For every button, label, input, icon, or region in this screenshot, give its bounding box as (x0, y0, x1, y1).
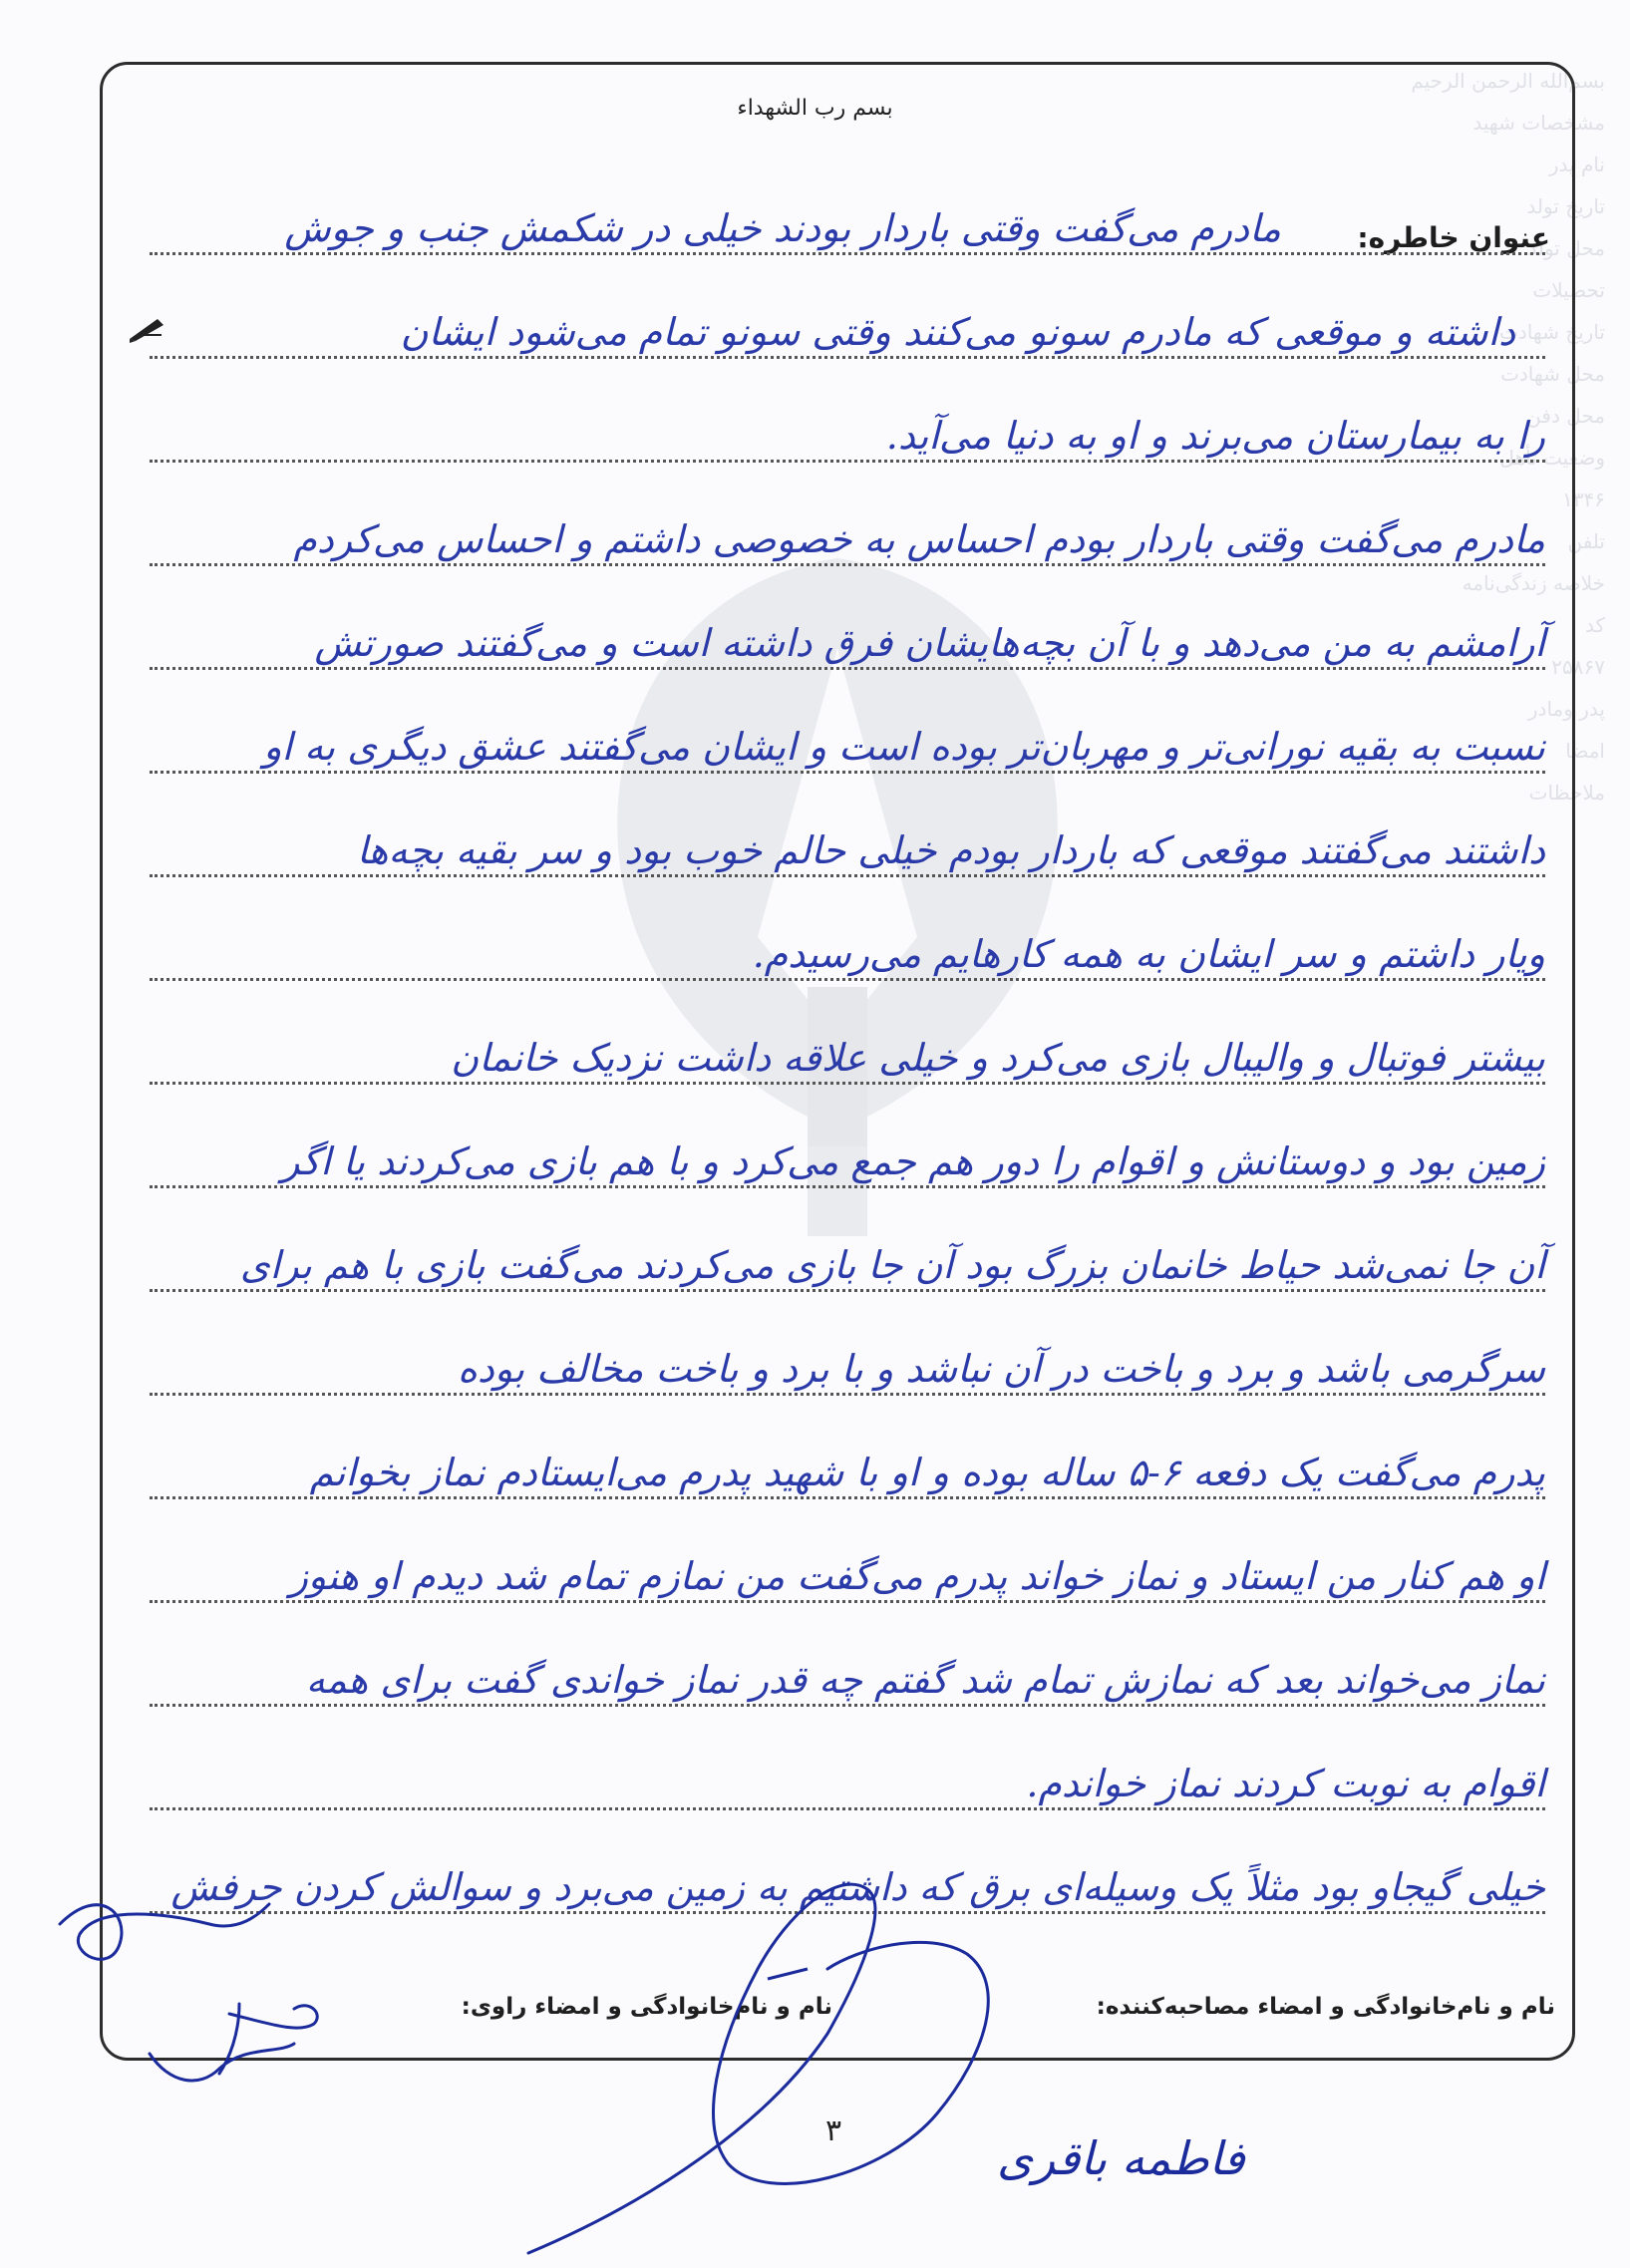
ghost-line: بسم‌الله الرحمن الرحیم (1411, 69, 1605, 93)
handwritten-text: داشته و موقعی که مادرم سونو می‌کنند وقتی سونو تمام می‌شود ایشان (400, 310, 1515, 354)
handwritten-text: خیلی گیجاو بود مثلاً یک وسیله‌ای برق که داشتیم به زمین می‌برد و سوالش کردن حرفش (170, 1865, 1545, 1909)
handwritten-text: مادرم می‌گفت وقتی باردار بودند خیلی در شکمش جنب و جوش (284, 206, 1281, 250)
handwritten-text: مادرم می‌گفت وقتی باردار بودم احساس به خصوصی داشتم و احساس می‌کردم (293, 517, 1545, 561)
handwriting-line (150, 817, 1545, 877)
handwritten-text: پدرم می‌گفت یک دفعه ۶-۵ ساله بوده و او با شهید پدرم می‌ایستادم نماز بخوانم (309, 1451, 1545, 1494)
handwritten-text: آن جا نمی‌شد حیاط خانمان بزرگ بود آن جا بازی می‌کردند می‌گفت بازی با هم برای (239, 1243, 1545, 1287)
handwriting-line (150, 1647, 1545, 1707)
narrator-signature-scribble (40, 1884, 359, 2113)
ghost-line: محل شهادت (1500, 362, 1605, 386)
handwritten-text: او هم کنار من ایستاد و نماز خواند پدرم می‌گفت من نمازم تمام شد دیدم او هنوز (289, 1554, 1545, 1598)
handwriting-line (150, 195, 1545, 255)
handwritten-text: نماز می‌خواند بعد که نمازش تمام شد گفتم چه قدر نماز خواندی گفت برای همه (305, 1658, 1545, 1702)
handwritten-text: نسبت به بقیه نورانی‌تر و مهربان‌تر بوده است و ایشان می‌گفتند عشق دیگری به او (263, 725, 1545, 769)
handwriting-line (150, 1232, 1545, 1292)
handwriting-line (150, 1025, 1545, 1085)
handwriting-line (150, 921, 1545, 981)
page-number: ۳ (825, 2113, 842, 2148)
ghost-line: امضا (1565, 739, 1605, 763)
handwriting-line (150, 610, 1545, 670)
handwritten-text: آرامشم به من می‌دهد و با آن بچه‌هایشان فرق داشته است و می‌گفتند صورتش (314, 621, 1545, 665)
handwritten-text: داشتند می‌گفتند موقعی که باردار بودم خیلی حالم خوب بود و سر بقیه بچه‌ها (356, 828, 1545, 872)
form-header: بسم رب الشهداء (737, 96, 893, 121)
handwritten-text: ویار داشتم و سر ایشان به همه کارهایم می‌رسیدم. (752, 932, 1545, 976)
memory-title-label: عنوان خاطره: (1357, 221, 1550, 254)
handwritten-text: زمین بود و دوستانش و اقوام را دور هم جمع می‌کرد و با هم بازی می‌کردند یا اگر (281, 1139, 1545, 1183)
interviewer-signature-label: نام و نام‌خانوادگی و امضاء مصاحبه‌کننده: (1096, 1994, 1555, 2020)
ghost-line: تلفن (1567, 529, 1605, 553)
handwritten-text: اقوام به نوبت کردند نماز خواندم. (1026, 1762, 1545, 1805)
ghost-line: ۱۳۴۶ (1562, 487, 1605, 511)
ghost-line: ۲۵۸۶۷ (1551, 655, 1605, 679)
ghost-line: کد (1584, 613, 1605, 637)
ghost-line: خلاصه زندگی‌نامه (1462, 571, 1605, 595)
ghost-line: نام پدر (1548, 153, 1605, 176)
handwriting-line (150, 299, 1545, 359)
handwriting-line (150, 714, 1545, 774)
signature-name: فاطمه باقری (997, 2131, 1245, 2185)
handwriting-line (150, 1543, 1545, 1603)
handwriting-line (150, 403, 1545, 463)
ghost-line: تاریخ تولد (1526, 194, 1605, 218)
ghost-line: تحصیلات (1532, 278, 1605, 302)
ghost-line: وضعیت تأهل (1499, 446, 1605, 470)
handwritten-text: سرگرمی باشد و برد و باخت در آن نباشد و با برد و باخت مخالف بوده (458, 1347, 1545, 1391)
ghost-line: تاریخ شهادت (1499, 320, 1605, 344)
ghost-line: مشخصات شهید (1472, 111, 1605, 135)
handwritten-text: را به بیمارستان می‌برند و او به دنیا می‌آید. (885, 414, 1545, 458)
handwriting-line (150, 506, 1545, 566)
ghost-line: محل دفن (1526, 404, 1605, 428)
ghost-line: ملاحظات (1528, 781, 1605, 805)
narrator-signature-label: نام و نام‌خانوادگی و امضاء راوی: (461, 1994, 832, 2020)
handwriting-line (150, 1129, 1545, 1188)
handwriting-line (150, 1440, 1545, 1499)
interviewer-signature-scribble (469, 1874, 1226, 2268)
ghost-line: محل تولد (1527, 236, 1605, 260)
ghost-line: پدر ومادر (1527, 697, 1605, 721)
handwriting-line (150, 1751, 1545, 1810)
handwriting-line (150, 1336, 1545, 1396)
handwritten-text: بیشتر فوتبال و والیبال بازی می‌کرد و خیلی علاقه داشت نزدیک خانمان (451, 1036, 1545, 1080)
